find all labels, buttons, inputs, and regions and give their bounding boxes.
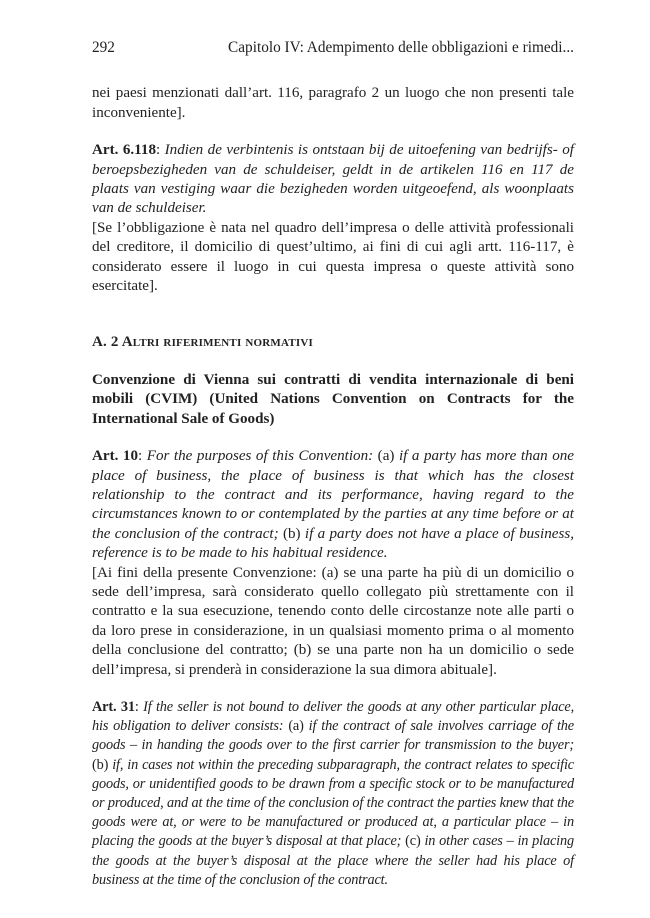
running-title: Capitolo IV: Adempimento delle obbligazioni e rimedi... <box>228 39 574 56</box>
article-label: Art. 6.118 <box>92 142 156 159</box>
running-header <box>92 38 574 57</box>
book-page <box>92 38 574 890</box>
article-label: Art. 31 <box>92 698 135 715</box>
article-text-dutch: Indien de verbintenis is ontstaan bij de uitoefening van bedrijfs- of beroepsbezigheden van de schuldeiser, geldt in de artikelen 116 en 117 de plaats van vestiging waar die bezigheden worden uitgeoefend, als woonplaats van de schuldeiser. <box>92 142 574 217</box>
page-number: 292 <box>92 39 115 56</box>
art-6-118-italian: [Se l’obbligazione è nata nel quadro dell’impresa o delle attività professionali del creditore, il domicilio di quest’ultimo, ai fini di cui agli artt. 116-117, è considerato essere il luogo in cui questa impresa o queste attività sono esercitate]. <box>92 219 574 295</box>
article-label: Art. 10 <box>92 448 139 465</box>
art-6-118-dutch: Art. 6.118: Indien de verbintenis is ontstaan bij de uitoefening van bedrijfs- of beroepsbezigheden van de schuldeiser, geldt in de artikelen 116 en 117 de plaats van vestiging waar die bezigheden worden uitgeoefend, als woonplaats van de schuldeiser. <box>92 142 574 217</box>
intro-paragraph: nei paesi menzionati dall’art. 116, paragrafo 2 un luogo che non presenti tale inconveniente]. <box>92 85 574 121</box>
convention-title: Convenzione di Vienna sui contratti di vendita internazionale di beni mobili (CVIM) (United Nations Convention on Contracts for the International Sale of Goods) <box>92 371 574 427</box>
art-31-english: Art. 31: If the seller is not bound to deliver the goods at any other particular place, his obligation to deliver consists: (a) if the contract of sale involves carriage of the goods – in handing the goods over to the first carrier for transmission to the buyer; (b) if, in cases not within the preceding subparagraph, the contract relates to specific goods, or unidentified goods to be drawn from a specific stock or to be manufactured or produced, and at the time of the conclusion of the contract the parties knew that the goods were at, or were to be manufactured or produced at, a particular place – in placing the goods at the buyer’s disposal at that place; (c) in other cases – in placing the goods at the buyer’s disposal at the place where the seller had his place of business at the time of the conclusion of the contract. <box>92 698 575 888</box>
art-10-english: Art. 10: For the purposes of this Convention: (a) if a party has more than one place of business, the place of business is that which has the closest relationship to the contract and its performance, having regard to the circumstances known to or contemplated by the parties at any time before or at the conclusion of the contract; (b) if a party does not have a place of business, reference is to be made to his habitual residence. <box>92 448 575 562</box>
art-10-italian: [Ai fini della presente Convenzione: (a) se una parte ha più di un domicilio o sede dell’impresa, sarà considerato quello collegato più strettamente con il contratto e la sua esecuzione, tenendo conto delle circostanze note alle parti o da loro prese in considerazione, in un qualsiasi momento prima o al momento della conclusione del contratto; (b) se una parte non ha un domicilio o sede dell’impresa, si prenderà in considerazione la sua dimora abituale]. <box>92 564 574 678</box>
section-heading: A. 2 Altri riferimenti normativi <box>92 334 313 351</box>
